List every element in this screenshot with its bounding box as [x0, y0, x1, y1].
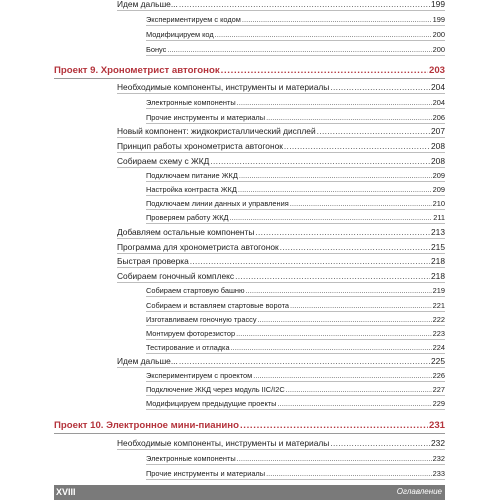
- entry-divider: [146, 181, 445, 182]
- toc-entry-page: 233: [432, 469, 445, 478]
- entry-divider: [146, 325, 445, 326]
- toc-entry-title: Тестирование и отладка: [146, 343, 230, 352]
- project-divider: [54, 433, 445, 434]
- entry-divider: [146, 409, 445, 410]
- toc-entry-page: 208: [431, 141, 445, 151]
- toc-entry-title: Программа для хронометриста автогонок: [117, 242, 279, 252]
- dot-leader: [240, 419, 428, 432]
- toc-entry-title: Проверяем работу ЖКД: [146, 213, 229, 222]
- toc-entry-title: Добавляем остальные компоненты: [117, 227, 255, 237]
- project-heading: [54, 419, 445, 432]
- entry-divider: [146, 464, 445, 465]
- toc-entry-title: Прочие инструменты и материалы: [146, 113, 266, 122]
- entry-divider: [146, 353, 445, 354]
- entry-divider: [146, 223, 445, 224]
- entry-divider: [146, 40, 445, 41]
- entry-divider: [146, 195, 445, 196]
- entry-divider: [117, 167, 445, 168]
- entry-divider: [146, 108, 445, 109]
- entry-divider: [146, 123, 445, 124]
- entry-divider: [146, 339, 445, 340]
- footer-page-number: XVIII: [56, 487, 76, 497]
- toc-entry-page: 209: [432, 171, 445, 180]
- toc-entry-page: 227: [432, 385, 445, 394]
- toc-entry-page: 218: [431, 271, 445, 281]
- toc-entry-title: Подключаем питание ЖКД: [146, 171, 238, 180]
- footer-section-title: Оглавление: [396, 487, 442, 496]
- entry-divider: [117, 93, 445, 94]
- toc-entry-title: Экспериментируем с кодом: [146, 15, 241, 24]
- toc-entry-title: Монтируем фоторезистор: [146, 329, 236, 338]
- dot-leader: [221, 64, 428, 77]
- toc-entry-title: Модифицируем код: [146, 30, 214, 39]
- toc-entry-page: 208: [431, 156, 445, 166]
- entry-divider: [117, 267, 445, 268]
- toc-entry-page: 209: [432, 185, 445, 194]
- entry-divider: [117, 152, 445, 153]
- toc-entry-page: 223: [432, 329, 445, 338]
- entry-divider: [117, 367, 445, 368]
- entry-divider: [146, 479, 445, 480]
- entry-divider: [117, 238, 445, 239]
- toc-entry-page: 232: [431, 438, 445, 448]
- toc-entry-page: 232: [432, 454, 445, 463]
- toc-entry-page: 203: [428, 65, 445, 76]
- entry-divider: [117, 10, 445, 11]
- entry-divider: [117, 282, 445, 283]
- toc-entry-page: 219: [432, 286, 445, 295]
- toc-entry-title: Быстрая проверка: [117, 256, 189, 266]
- toc-entry-title: Подключаем линии данных и управления: [146, 199, 289, 208]
- toc-entry-page: 222: [432, 315, 445, 324]
- entry-divider: [146, 395, 445, 396]
- toc-entry-page: 218: [431, 256, 445, 266]
- entry-divider: [146, 381, 445, 382]
- entry-divider: [146, 55, 445, 56]
- toc-entry-title: Бонус: [146, 45, 167, 54]
- toc-entry-title: Идем дальше...: [117, 356, 178, 366]
- entry-divider: [146, 296, 445, 297]
- toc-entry-page: 207: [431, 126, 445, 136]
- toc-entry-title: Модифицируем предыдущие проекты: [146, 399, 277, 408]
- toc-entry-page: 221: [432, 301, 445, 310]
- toc-entry-page: 215: [431, 242, 445, 252]
- toc-entry-page: 225: [431, 356, 445, 366]
- entry-divider: [117, 253, 445, 254]
- toc-entry-title: Электронные компоненты: [146, 454, 236, 463]
- toc-entry-page: 200: [432, 30, 445, 39]
- toc-entry-title: Экспериментируем с проектом: [146, 371, 253, 380]
- toc-entry-page: 224: [432, 343, 445, 352]
- toc-entry-title: Новый компонент: жидкокристаллический дисплей: [117, 126, 316, 136]
- toc-entry-title: Проект 9. Хронометрист автогонок: [54, 65, 220, 76]
- toc-entry-page: 206: [432, 113, 445, 122]
- toc-entry-page: 231: [428, 420, 445, 431]
- toc-entry-page: 199: [431, 0, 445, 9]
- toc-entry-page: 200: [432, 45, 445, 54]
- toc-entry-title: Необходимые компоненты, инструменты и материалы: [117, 82, 330, 92]
- toc-entry-title: Идем дальше...: [117, 0, 178, 9]
- toc-entry-page: 229: [432, 399, 445, 408]
- toc-entry-title: Собираем схему с ЖКД: [117, 156, 210, 166]
- toc-entry-title: Подключение ЖКД через модуль IIC/I2C: [146, 385, 285, 394]
- toc-entry-title: Проект 10. Электронное мини-пианино: [54, 420, 239, 431]
- toc-entry-title: Собираем гоночный комплекс: [117, 271, 235, 281]
- toc-entry-title: Изготавливаем гоночную трассу: [146, 315, 257, 324]
- toc-entry-page: 204: [432, 98, 445, 107]
- toc-entry-title: Прочие инструменты и материалы: [146, 469, 266, 478]
- toc-entry-page: 213: [431, 227, 445, 237]
- entry-divider: [117, 137, 445, 138]
- entry-divider: [117, 449, 445, 450]
- toc-entry-title: Настройка контраста ЖКД: [146, 185, 237, 194]
- footer-bar: [54, 485, 445, 500]
- toc-entry-page: 204: [431, 82, 445, 92]
- toc-entry-title: Принцип работы хронометриста автогонок: [117, 141, 283, 151]
- toc-entry-page: 199: [432, 15, 445, 24]
- project-divider: [54, 78, 445, 79]
- toc-entry-title: Необходимые компоненты, инструменты и материалы: [117, 438, 330, 448]
- entry-divider: [146, 25, 445, 26]
- toc-entry-page: 211: [433, 213, 445, 222]
- toc-entry-page: 226: [432, 371, 445, 380]
- toc-entry-title: Собираем и вставляем стартовые ворота: [146, 301, 290, 310]
- entry-divider: [146, 209, 445, 210]
- toc-entry-title: Собираем стартовую башню: [146, 286, 245, 295]
- entry-divider: [146, 311, 445, 312]
- toc-entry-page: 210: [432, 199, 445, 208]
- toc-entry-title: Электронные компоненты: [146, 98, 236, 107]
- project-heading: [54, 64, 445, 77]
